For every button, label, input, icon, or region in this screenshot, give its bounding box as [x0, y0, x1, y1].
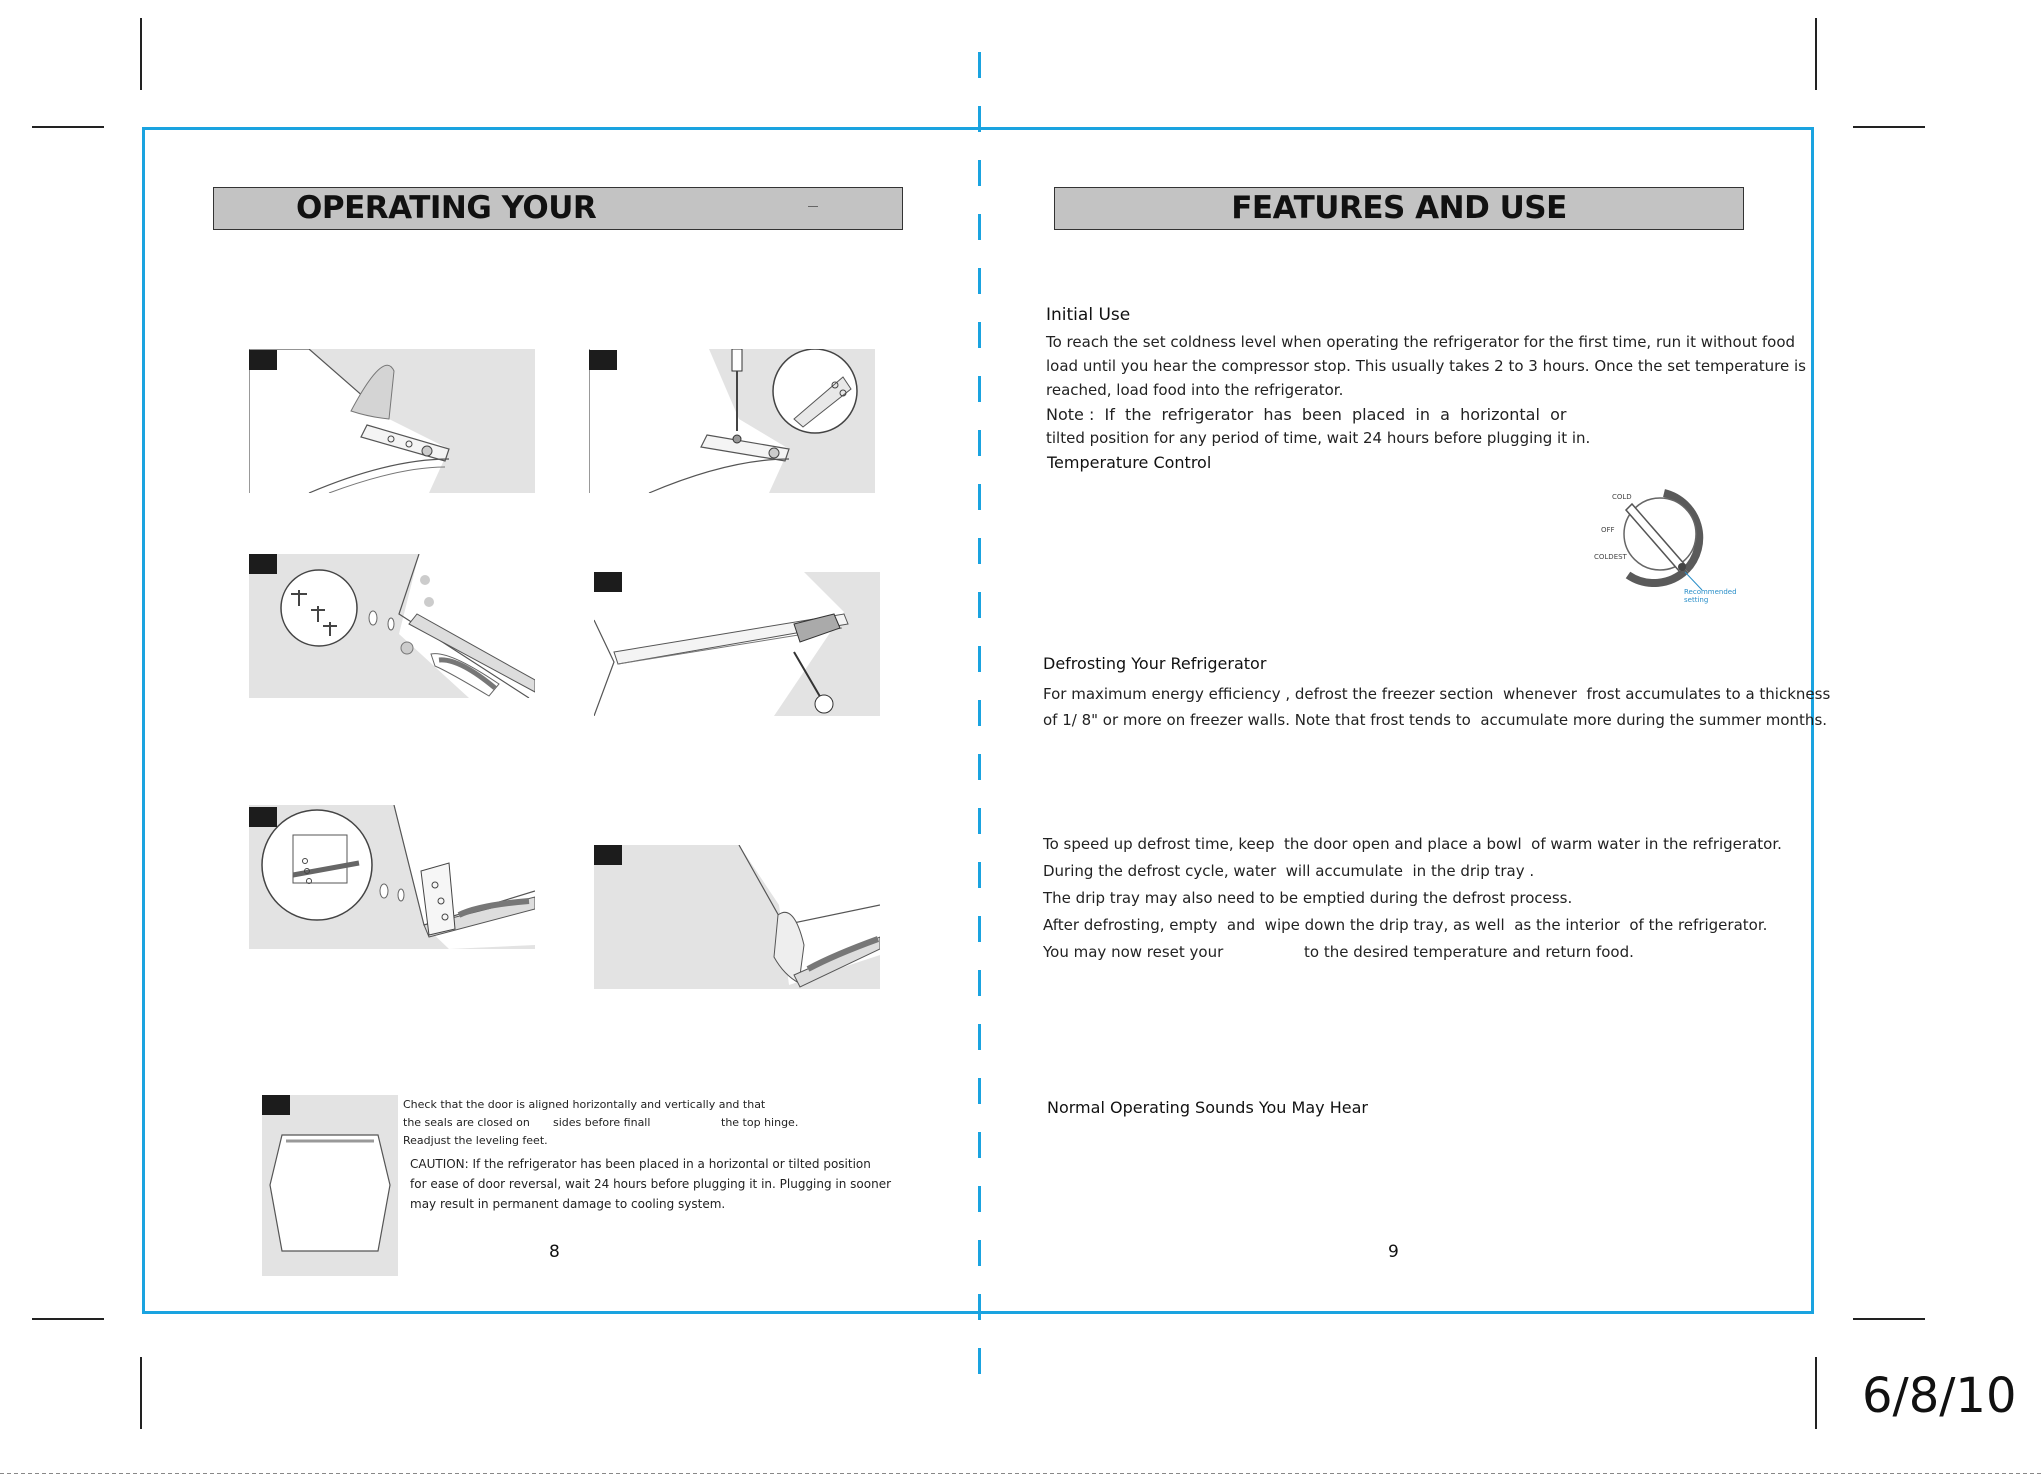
- step4-illustration: [594, 572, 880, 716]
- step7-line2c: the top hinge.: [721, 1116, 799, 1129]
- defrosting-title: Defrosting Your Refrigerator: [1043, 654, 1267, 673]
- note-line1: Note : If the refrigerator has been placed in a horizontal or: [1046, 405, 1567, 424]
- temperature-control-title: Temperature Control: [1047, 453, 1212, 472]
- recommended-line1: Recommended: [1684, 588, 1737, 596]
- dial-label-coldest: COLDEST: [1594, 553, 1627, 561]
- crop-mark: [1815, 18, 1817, 90]
- dial-label-cold: COLD: [1612, 493, 1632, 501]
- initial-use-title: Initial Use: [1046, 305, 1131, 325]
- step-badge: [249, 554, 277, 574]
- defrosting-line1: For maximum energy efficiency , defrost the freezer section whenever frost accumulates to a thickness: [1043, 685, 1831, 703]
- step7-line3: Readjust the leveling feet.: [403, 1134, 548, 1147]
- step-badge: [594, 572, 622, 592]
- caution-line3: may result in permanent damage to cooling system.: [410, 1197, 726, 1211]
- crop-mark: [32, 126, 104, 128]
- dial-recommended-label: [1684, 588, 1737, 604]
- defrost-tip: The drip tray may also need to be emptied during the defrost process.: [1043, 889, 1573, 907]
- step1-illustration: [249, 349, 535, 493]
- step2-illustration: [589, 349, 875, 493]
- note-line2: tilted position for any period of time, wait 24 hours before plugging it in.: [1046, 429, 1591, 447]
- recommended-line2: setting: [1684, 596, 1709, 604]
- crop-mark: [1815, 1357, 1817, 1429]
- step-badge: [262, 1095, 290, 1115]
- step7-line1: Check that the door is aligned horizontally and vertically and that: [403, 1098, 766, 1111]
- left-page-header: [213, 187, 903, 230]
- right-header-title: FEATURES AND USE: [1231, 190, 1567, 226]
- right-page-header: [1054, 187, 1744, 230]
- defrost-last-b: to the desired temperature and return food.: [1304, 943, 1634, 961]
- caution-line1: CAUTION: If the refrigerator has been placed in a horizontal or tilted position: [410, 1157, 871, 1171]
- fold-line: [978, 52, 981, 1377]
- defrosting-line2: of 1/ 8" or more on freezer walls. Note that frost tends to accumulate more during the summer months.: [1043, 711, 1828, 729]
- step7-illustration: [262, 1095, 398, 1276]
- left-header-title: OPERATING YOUR: [296, 190, 597, 226]
- crop-mark: [140, 18, 142, 90]
- page-number-left: 8: [549, 1242, 560, 1262]
- defrost-tip: To speed up defrost time, keep the door open and place a bowl of warm water in the refrigerator.: [1043, 835, 1782, 853]
- step-badge: [589, 350, 617, 370]
- defrost-tip: After defrosting, empty and wipe down the drip tray, as well as the interior of the refrigerator.: [1043, 916, 1768, 934]
- step6-illustration: [594, 845, 880, 989]
- sounds-title: Normal Operating Sounds You May Hear: [1047, 1098, 1368, 1117]
- defrost-last-a: You may now reset your: [1043, 943, 1224, 961]
- initial-use-line1: To reach the set coldness level when operating the refrigerator for the first time, run it without food: [1046, 333, 1796, 351]
- date-stamp: 6/8/10: [1862, 1368, 2017, 1424]
- crop-mark: [1853, 126, 1925, 128]
- step7-line2a: the seals are closed on: [403, 1116, 530, 1129]
- caution-line2: for ease of door reversal, wait 24 hours before plugging it in. Plugging in sooner: [410, 1177, 892, 1191]
- step3-illustration: [249, 554, 535, 698]
- initial-use-line3: reached, load food into the refrigerator.: [1046, 381, 1344, 399]
- page-number-right: 9: [1388, 1242, 1399, 1262]
- crop-mark: [140, 1357, 142, 1429]
- step-badge: [249, 807, 277, 827]
- initial-use-line2: load until you hear the compressor stop. This usually takes 2 to 3 hours. Once the set temperature is: [1046, 357, 1806, 375]
- header-mark: [808, 206, 818, 207]
- crop-mark: [32, 1318, 104, 1320]
- step5-illustration: [249, 805, 535, 949]
- defrost-tip: During the defrost cycle, water will accumulate in the drip tray .: [1043, 862, 1535, 880]
- bottom-edge-line: [0, 1473, 2042, 1474]
- crop-mark: [1853, 1318, 1925, 1320]
- step-badge: [249, 350, 277, 370]
- step7-line2b: sides before finall: [553, 1116, 651, 1129]
- step-badge: [594, 845, 622, 865]
- dial-label-off: OFF: [1601, 526, 1615, 534]
